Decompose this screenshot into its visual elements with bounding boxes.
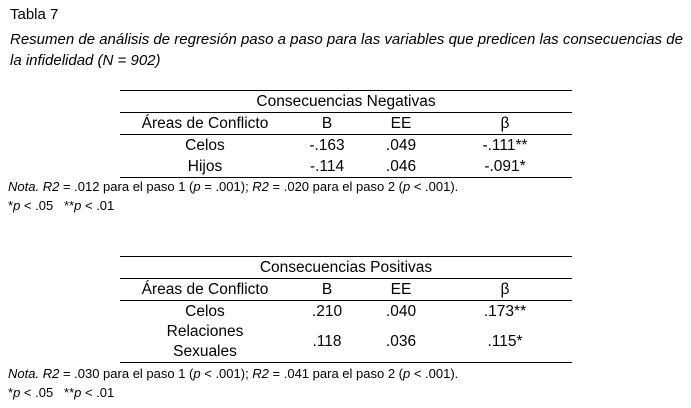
cell-b: .118 [290, 322, 364, 363]
cell-ee: .036 [364, 322, 438, 363]
table-caption: Consecuencias Negativas [120, 91, 572, 113]
cell-b: -.114 [290, 156, 364, 178]
positive-consequences-table [120, 256, 572, 363]
negative-consequences-table [120, 90, 572, 178]
table-row [120, 135, 572, 157]
table-row [120, 322, 572, 363]
column-header-b: B [290, 113, 364, 135]
cell-ee: .046 [364, 156, 438, 178]
column-header-b: B [290, 279, 364, 301]
cell-area: Celos [185, 136, 225, 154]
cell-b: -.163 [309, 136, 345, 154]
table-caption: Consecuencias Positivas [120, 257, 572, 279]
cell-area: Celos [185, 302, 225, 320]
table-note [8, 364, 458, 402]
cell-area: Relaciones Sexuales [120, 322, 290, 363]
column-header-area: Áreas de Conflicto [120, 279, 290, 301]
cell-ee: .049 [385, 136, 417, 154]
cell-b: .210 [311, 302, 343, 320]
column-header-ee: EE [364, 279, 438, 301]
cell-ee: .040 [385, 302, 417, 320]
note-line: Nota. R2 = .012 para el paso 1 (p = .001); R2 = .020 para el paso 2 (p < .001). [8, 179, 459, 194]
note-line: Nota. R2 = .030 para el paso 1 (p < .001); R2 = .041 para el paso 2 (p < .001). [8, 366, 459, 381]
cell-beta: .173** [483, 302, 527, 320]
column-header-beta: β [438, 279, 572, 301]
table-number: Tabla 7 [10, 6, 59, 23]
table-row [120, 301, 572, 323]
significance-line: *p < .05 **p < .01 [8, 198, 115, 213]
cell-beta: .115* [438, 322, 572, 363]
column-header-ee: EE [364, 113, 438, 135]
cell-area: Hijos [120, 156, 290, 178]
table-note [8, 177, 458, 215]
cell-beta: -.091* [438, 156, 572, 178]
column-header-area: Áreas de Conflicto [120, 113, 290, 135]
significance-line: *p < .05 **p < .01 [8, 385, 115, 400]
column-header-beta: β [438, 113, 572, 135]
table-row [120, 156, 572, 178]
cell-beta: -.111** [482, 136, 528, 154]
table-title: Resumen de análisis de regresión paso a paso para las variables que predicen las consecuencias de la infidelidad (N = 902) [10, 31, 683, 69]
